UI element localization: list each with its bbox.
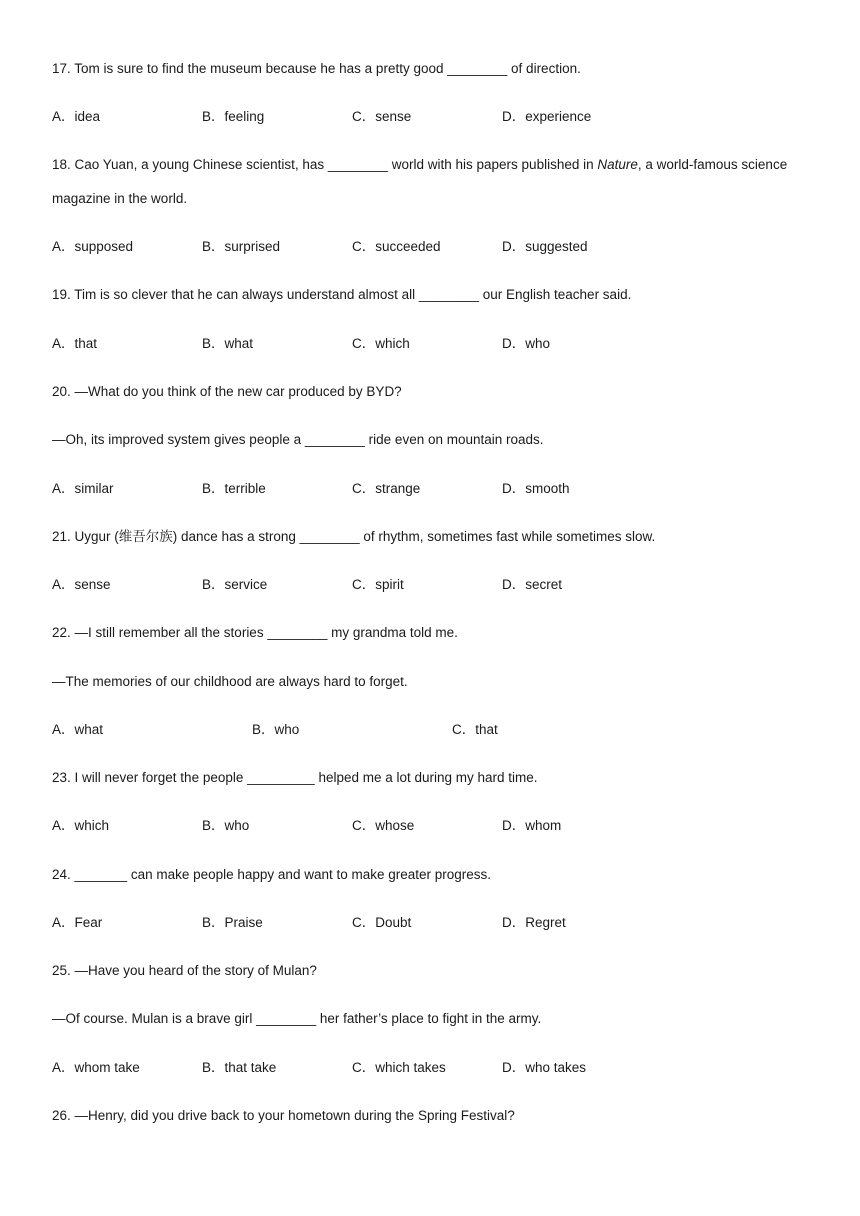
journal-name-nature: Nature bbox=[597, 157, 638, 172]
option-d: D．secret bbox=[502, 577, 563, 592]
option-a: A．that bbox=[52, 336, 98, 351]
question-22-text: 22. —I still remember all the stories ________ my grandma told me. bbox=[52, 625, 458, 640]
option-c: C．that bbox=[452, 722, 498, 737]
option-b: B．surprised bbox=[202, 239, 281, 254]
option-c: C．which bbox=[352, 336, 410, 351]
option-d: D．who bbox=[502, 336, 551, 351]
question-21-text-part2: ) dance has a strong ________ of rhythm, sometimes fast while sometimes slow. bbox=[172, 529, 656, 544]
question-24-options bbox=[52, 914, 812, 932]
option-b: B．who bbox=[252, 722, 300, 737]
question-22-options bbox=[52, 721, 812, 739]
option-d: D．experience bbox=[502, 109, 592, 124]
question-23-text: 23. I will never forget the people _________ helped me a lot during my hard time. bbox=[52, 770, 538, 785]
option-c: C．which takes bbox=[352, 1060, 446, 1075]
question-25-text-line2: —Of course. Mulan is a brave girl ________ her father’s place to fight in the army. bbox=[52, 1011, 542, 1026]
question-21-options bbox=[52, 576, 812, 594]
option-a: A．similar bbox=[52, 481, 114, 496]
option-b: B．what bbox=[202, 336, 254, 351]
option-a: A．which bbox=[52, 818, 110, 833]
question-20-text: 20. —What do you think of the new car produced by BYD? bbox=[52, 384, 402, 399]
question-17-options bbox=[52, 108, 812, 126]
option-a: A．Fear bbox=[52, 915, 103, 930]
option-d: D．Regret bbox=[502, 915, 566, 930]
question-26-text: 26. —Henry, did you drive back to your hometown during the Spring Festival? bbox=[52, 1108, 515, 1123]
question-18-text-line2: magazine in the world. bbox=[52, 191, 188, 206]
question-21-text-part1: 21. Uygur ( bbox=[52, 529, 119, 544]
question-18-options bbox=[52, 238, 812, 256]
option-c: C．spirit bbox=[352, 577, 404, 592]
question-21-text bbox=[52, 528, 655, 546]
option-c: C．strange bbox=[352, 481, 421, 496]
option-d: D．smooth bbox=[502, 481, 570, 496]
question-20-text-line2: —Oh, its improved system gives people a ________ ride even on mountain roads. bbox=[52, 432, 544, 447]
question-22-text-line2: —The memories of our childhood are always hard to forget. bbox=[52, 674, 408, 689]
option-b: B．feeling bbox=[202, 109, 265, 124]
option-c: C．Doubt bbox=[352, 915, 412, 930]
question-25-options bbox=[52, 1059, 812, 1077]
option-c: C．sense bbox=[352, 109, 412, 124]
option-b: B．terrible bbox=[202, 481, 266, 496]
option-d: D．whom bbox=[502, 818, 562, 833]
question-25-text: 25. —Have you heard of the story of Mulan? bbox=[52, 963, 317, 978]
option-b: B．who bbox=[202, 818, 250, 833]
question-18-text-part2: , a world-famous science bbox=[637, 157, 788, 172]
question-19-text: 19. Tim is so clever that he can always understand almost all ________ our English teacher said. bbox=[52, 287, 632, 302]
question-18-text-part1: 18. Cao Yuan, a young Chinese scientist, has ________ world with his papers published in bbox=[52, 157, 598, 172]
option-d: D．suggested bbox=[502, 239, 588, 254]
question-18-text bbox=[52, 156, 787, 174]
option-a: A．supposed bbox=[52, 239, 134, 254]
option-b: B．that take bbox=[202, 1060, 277, 1075]
option-d: D．who takes bbox=[502, 1060, 587, 1075]
option-a: A．sense bbox=[52, 577, 111, 592]
option-b: B．service bbox=[202, 577, 268, 592]
chinese-term: 维吾尔族 bbox=[118, 529, 173, 545]
option-a: A．whom take bbox=[52, 1060, 140, 1075]
option-c: C．whose bbox=[352, 818, 415, 833]
question-23-options bbox=[52, 817, 812, 835]
question-19-options bbox=[52, 335, 812, 353]
question-24-text: 24. _______ can make people happy and want to make greater progress. bbox=[52, 867, 492, 882]
option-b: B．Praise bbox=[202, 915, 263, 930]
option-c: C．succeeded bbox=[352, 239, 441, 254]
question-17-text: 17. Tom is sure to find the museum because he has a pretty good ________ of direction. bbox=[52, 61, 581, 76]
option-a: A．idea bbox=[52, 109, 101, 124]
question-20-options bbox=[52, 480, 812, 498]
option-a: A．what bbox=[52, 722, 104, 737]
